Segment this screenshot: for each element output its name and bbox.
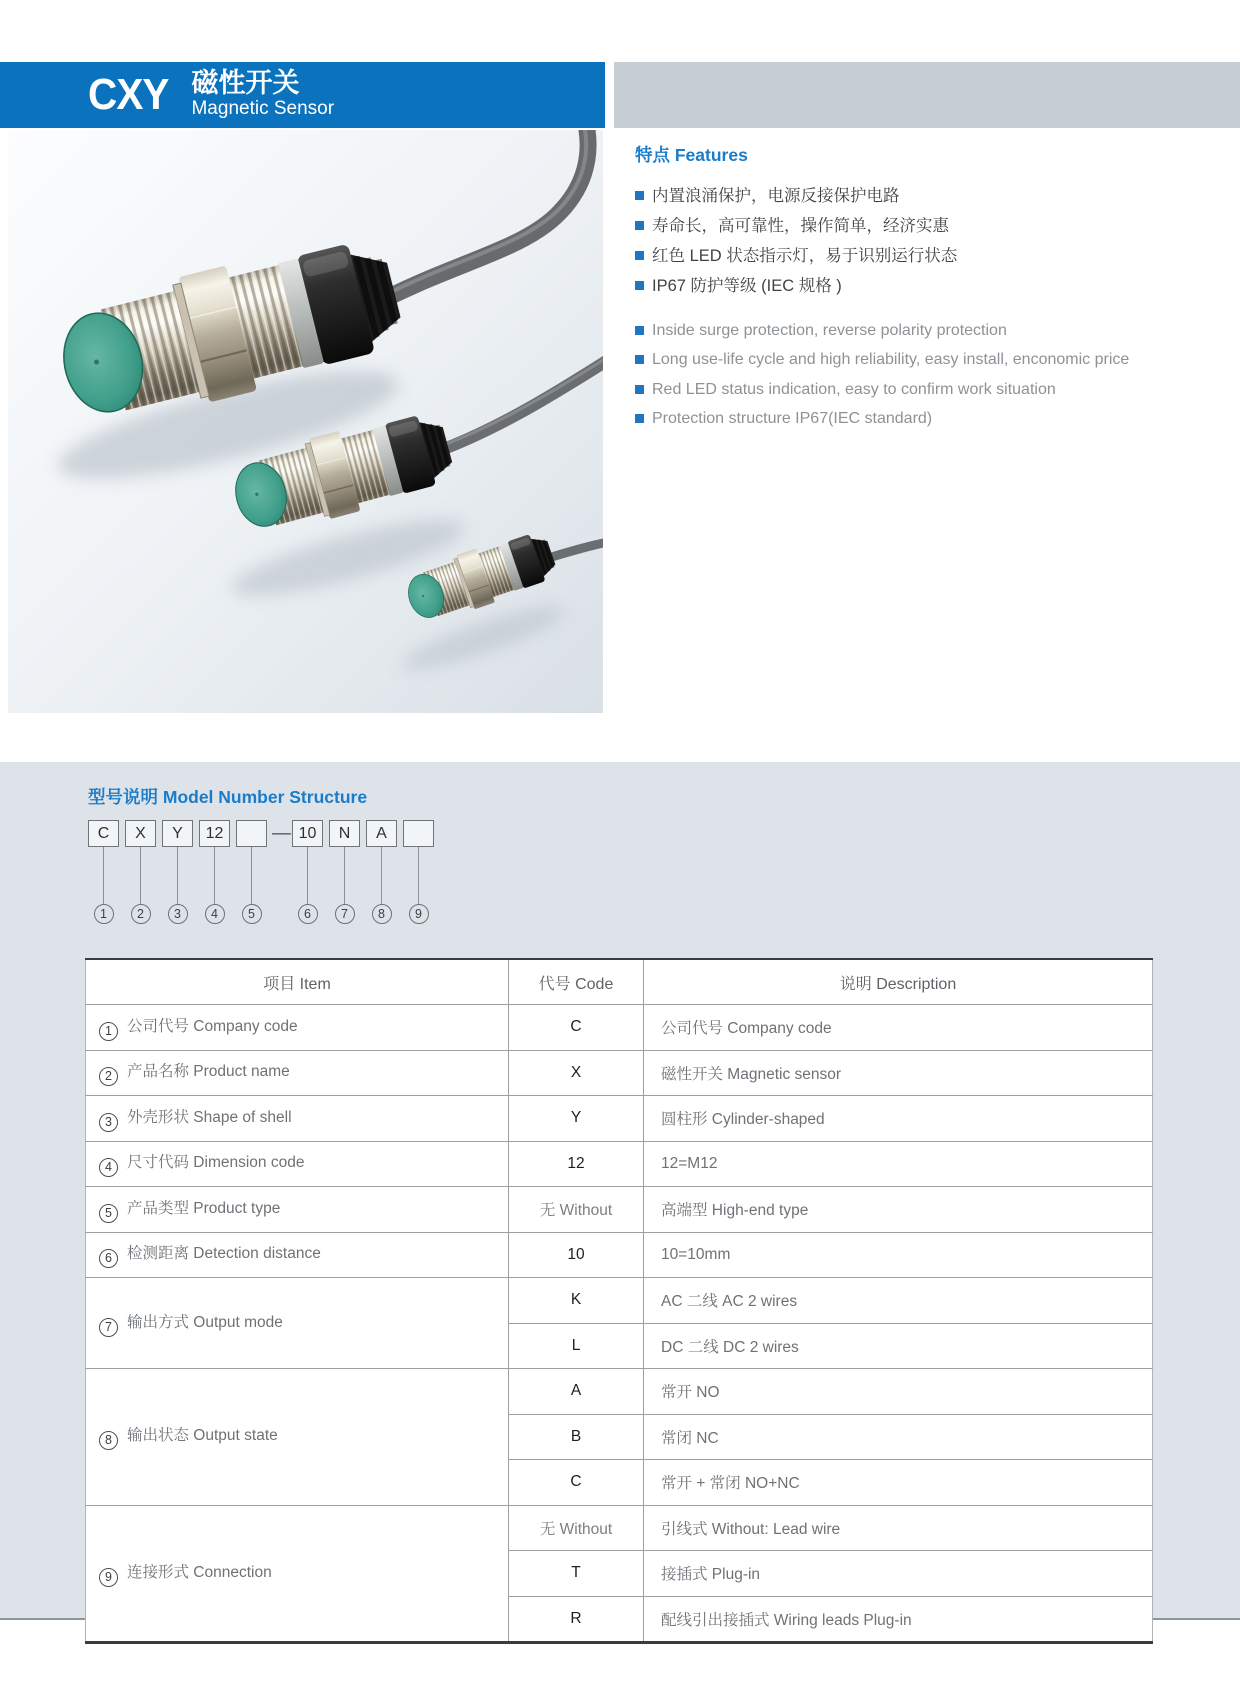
item-cell: [86, 1369, 509, 1506]
item-cell: [86, 1050, 509, 1096]
page-title-en: Magnetic Sensor: [191, 97, 335, 119]
item-label: 产品类型 Product type: [127, 1199, 281, 1217]
description-cell: DC 二线 DC 2 wires: [644, 1323, 1153, 1369]
model-box-5: [236, 820, 267, 847]
bullet-square-icon: [635, 414, 644, 423]
header-banner-blue: [0, 62, 605, 128]
connector-line: [140, 847, 141, 904]
circled-number-icon: 8: [99, 1431, 118, 1450]
model-box-9: [403, 820, 434, 847]
model-digit-8: 8: [372, 904, 392, 924]
table-row: [86, 1096, 1153, 1142]
item-label: 连接形式 Connection: [127, 1563, 272, 1581]
item-label: 尺寸代码 Dimension code: [127, 1154, 305, 1172]
item-cell: [86, 1187, 509, 1233]
model-separator: —: [272, 822, 291, 844]
description-cell: 圆柱形 Cylinder-shaped: [644, 1096, 1153, 1142]
feature-item: [635, 217, 1225, 235]
description-cell: 引线式 Without: Lead wire: [644, 1505, 1153, 1551]
model-digit-3: 3: [168, 904, 188, 924]
feature-text: Red LED status indication, easy to confirm work situation: [652, 380, 1056, 398]
feature-item: [635, 381, 1225, 399]
model-digit-4: 4: [205, 904, 225, 924]
connector-line: [177, 847, 178, 904]
code-cell: R: [509, 1596, 644, 1643]
description-cell: 常开 NO: [644, 1369, 1153, 1415]
description-cell: 常闭 NC: [644, 1414, 1153, 1460]
table-row: [86, 1505, 1153, 1551]
model-digit-7: 7: [335, 904, 355, 924]
description-cell: 10=10mm: [644, 1232, 1153, 1278]
description-cell: 常开 + 常闭 NO+NC: [644, 1460, 1153, 1506]
feature-item: [635, 322, 1225, 340]
col-header-code: 代号 Code: [509, 959, 644, 1005]
bullet-square-icon: [635, 355, 644, 364]
model-box-7: N: [329, 820, 360, 847]
item-label: 检测距离 Detection distance: [127, 1245, 321, 1263]
code-cell: Y: [509, 1096, 644, 1142]
item-label: 输出方式 Output mode: [127, 1313, 283, 1331]
model-box-6: 10: [292, 820, 323, 847]
feature-text: Protection structure IP67(IEC standard): [652, 410, 933, 428]
item-label: 外壳形状 Shape of shell: [127, 1108, 292, 1126]
features-list-zh: [635, 187, 1225, 296]
description-cell: 配线引出接插式 Wiring leads Plug-in: [644, 1596, 1153, 1643]
feature-item: [635, 247, 1225, 265]
item-cell: [86, 1141, 509, 1187]
item-cell: [86, 1232, 509, 1278]
code-cell: 无 Without: [509, 1187, 644, 1233]
bullet-square-icon: [635, 221, 644, 230]
description-cell: AC 二线 AC 2 wires: [644, 1278, 1153, 1324]
model-digit-1: 1: [94, 904, 114, 924]
table-row: [86, 1369, 1153, 1415]
feature-text: Inside surge protection, reverse polarity protection: [652, 321, 1007, 339]
connector-line: [344, 847, 345, 904]
bullet-square-icon: [635, 281, 644, 290]
circled-number-icon: 7: [99, 1318, 118, 1337]
description-cell: 高端型 High-end type: [644, 1187, 1153, 1233]
item-label: 公司代号 Company code: [127, 1017, 298, 1035]
connector-line: [307, 847, 308, 904]
item-cell: [86, 1278, 509, 1369]
feature-item: [635, 351, 1225, 369]
features-section: [635, 142, 1225, 440]
feature-text: IP67 防护等级 (IEC 规格 ): [652, 277, 842, 296]
description-cell: 公司代号 Company code: [644, 1005, 1153, 1051]
circled-number-icon: 1: [99, 1022, 118, 1041]
feature-text: 寿命长，高可靠性，操作简单，经济实惠: [652, 217, 949, 236]
features-list-en: [635, 322, 1225, 428]
model-box-4: 12: [199, 820, 230, 847]
col-header-item: 项目 Item: [86, 959, 509, 1005]
item-cell: [86, 1005, 509, 1051]
bullet-square-icon: [635, 385, 644, 394]
model-box-3: Y: [162, 820, 193, 847]
circled-number-icon: 3: [99, 1113, 118, 1132]
page-title-zh: 磁性开关: [191, 68, 300, 99]
table-row: [86, 1005, 1153, 1051]
connector-line: [251, 847, 252, 904]
connector-line: [214, 847, 215, 904]
sensors-photo-art: [8, 130, 603, 713]
table-row: [86, 1050, 1153, 1096]
model-code-table: [85, 958, 1153, 1644]
model-box-1: C: [88, 820, 119, 847]
feature-item: [635, 410, 1225, 428]
model-digit-9: 9: [409, 904, 429, 924]
table-row: [86, 1187, 1153, 1233]
features-title: 特点 Features: [635, 145, 748, 165]
code-cell: X: [509, 1050, 644, 1096]
circled-number-icon: 6: [99, 1249, 118, 1268]
page-title-block: [191, 70, 334, 119]
connector-line: [381, 847, 382, 904]
model-structure-section: [0, 762, 1240, 1629]
table-header-row: [86, 959, 1153, 1005]
bullet-square-icon: [635, 191, 644, 200]
bullet-square-icon: [635, 251, 644, 260]
item-cell: [86, 1505, 509, 1643]
code-cell: 12: [509, 1141, 644, 1187]
code-cell: A: [509, 1369, 644, 1415]
code-cell: C: [509, 1005, 644, 1051]
model-digit-2: 2: [131, 904, 151, 924]
feature-item: [635, 277, 1225, 295]
bullet-square-icon: [635, 326, 644, 335]
code-cell: L: [509, 1323, 644, 1369]
header-banner-gray: [614, 62, 1240, 128]
model-structure-title: 型号说明 Model Number Structure: [88, 787, 368, 807]
item-label: 产品名称 Product name: [127, 1063, 290, 1081]
brand-logo: CXY: [88, 70, 169, 119]
feature-text: 内置浪涌保护，电源反接保护电路: [652, 187, 900, 205]
table-row: [86, 1278, 1153, 1324]
connector-line: [103, 847, 104, 904]
feature-item: [635, 187, 1225, 205]
code-cell: 无 Without: [509, 1505, 644, 1551]
table-row: [86, 1232, 1153, 1278]
model-digit-5: 5: [242, 904, 262, 924]
table-row: [86, 1141, 1153, 1187]
code-cell: 10: [509, 1232, 644, 1278]
item-label: 输出状态 Output state: [127, 1427, 278, 1445]
connector-line: [418, 847, 419, 904]
description-cell: 磁性开关 Magnetic sensor: [644, 1050, 1153, 1096]
item-cell: [86, 1096, 509, 1142]
description-cell: 接插式 Plug-in: [644, 1551, 1153, 1597]
product-photo: [8, 130, 603, 713]
code-cell: C: [509, 1460, 644, 1506]
circled-number-icon: 5: [99, 1204, 118, 1223]
feature-text: Long use-life cycle and high reliability, easy install, enconomic price: [652, 351, 1130, 369]
circled-number-icon: 2: [99, 1067, 118, 1086]
model-box-2: X: [125, 820, 156, 847]
circled-number-icon: 4: [99, 1158, 118, 1177]
model-box-8: A: [366, 820, 397, 847]
col-header-description: 说明 Description: [644, 959, 1153, 1005]
feature-text: 红色 LED 状态指示灯，易于识别运行状态: [652, 247, 958, 266]
code-cell: K: [509, 1278, 644, 1324]
circled-number-icon: 9: [99, 1568, 118, 1587]
code-cell: B: [509, 1414, 644, 1460]
model-digit-6: 6: [298, 904, 318, 924]
model-number-diagram: [88, 820, 528, 932]
description-cell: 12=M12: [644, 1141, 1153, 1187]
code-cell: T: [509, 1551, 644, 1597]
